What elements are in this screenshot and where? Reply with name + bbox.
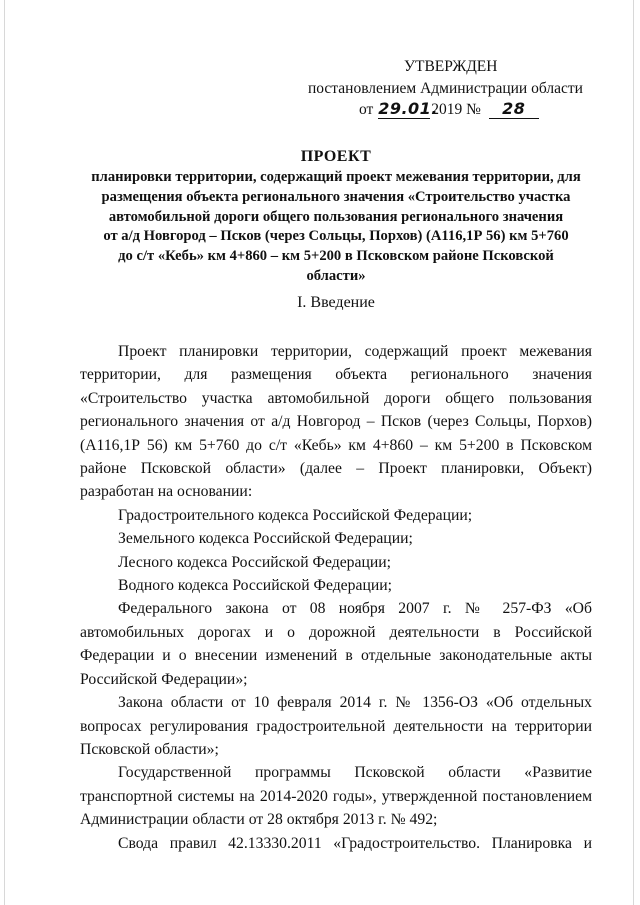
paragraph-list-item: Закона области от 10 февраля 2014 г. № 1356-ОЗ «Об отдельных вопросах регулирования градостроительной деятельности на территории Псковской области»; (80, 694, 592, 758)
paragraph-list-item: Федерального закона от 08 ноября 2007 г. № 257-ФЗ «Об автомобильных дорогах и о дорожной деятельности в Российской Федерации и о внесении изменений в отдельные законодательные акты Российской Федерации»; (80, 600, 592, 688)
title-heading: ПРОЕКТ (300, 148, 372, 165)
paragraph-list-item: Водного кодекса Российской Федерации; (118, 577, 392, 595)
title-subtitle-line: автомобильной дороги общего пользования регионального значения (108, 208, 564, 225)
paragraph-list-item: Государственной программы Псковской области «Развитие транспортной системы на 2014-2020 годы», утвержденной постановлением Администрации области от 28 октября 2013 г. № 492; (80, 764, 592, 829)
paragraph-list-item: Градостроительного кодекса Российской Федерации; (118, 506, 473, 524)
section-heading: I. Введение (297, 294, 375, 311)
document-body (80, 340, 592, 855)
approval-from-label: от (359, 101, 374, 118)
title-subtitle-line: размещения объекта регионального значения «Строительство участка (101, 188, 571, 205)
title-subtitle-line: области» (306, 267, 366, 284)
page-edge-right (633, 0, 634, 905)
title-subtitle-line: до с/т «Кебь» км 4+860 – км 5+200 в Псковском районе Псковской (118, 248, 554, 265)
approval-year-label: 2019 № (431, 101, 481, 118)
document-title (78, 146, 594, 287)
paragraph-intro: Проект планировки территории, содержащий проект межевания территории, для размещения объекта регионального значения «Строительство участка автомобильной дороги общего пользования регионального значения от а/д Новгород – Псков (через Сольцы, Порхов) (А116,1Р 56) км 5+760 до с/т «Кебь» км 4+860 – км 5+200 в Псковском районе Псковской области» (далее – Проект планировки, Объект) разработан на основании: (80, 343, 592, 501)
paragraph-list-item: Лесного кодекса Российской Федерации; (118, 553, 392, 571)
approval-number-handwritten: 28 (489, 99, 539, 119)
paragraph-list-item: Свода правил 42.13330.2011 «Градостроительство. Планировка и (118, 834, 592, 852)
title-subtitle-line: от а/д Новгород – Псков (через Сольцы, Порхов) (А116,1Р 56) км 5+760 (103, 228, 569, 245)
approval-date-handwritten: 29.01. (378, 99, 438, 118)
title-subtitle-line: планировки территории, содержащий проект межевания территории, для (91, 169, 581, 185)
approval-heading: УТВЕРЖДЕН (404, 58, 498, 75)
paragraph-list-item: Земельного кодекса Российской Федерации; (118, 530, 413, 548)
page-edge-left (4, 0, 5, 905)
approval-authority: постановлением Администрации области (308, 80, 583, 97)
approval-date-line (359, 99, 539, 119)
